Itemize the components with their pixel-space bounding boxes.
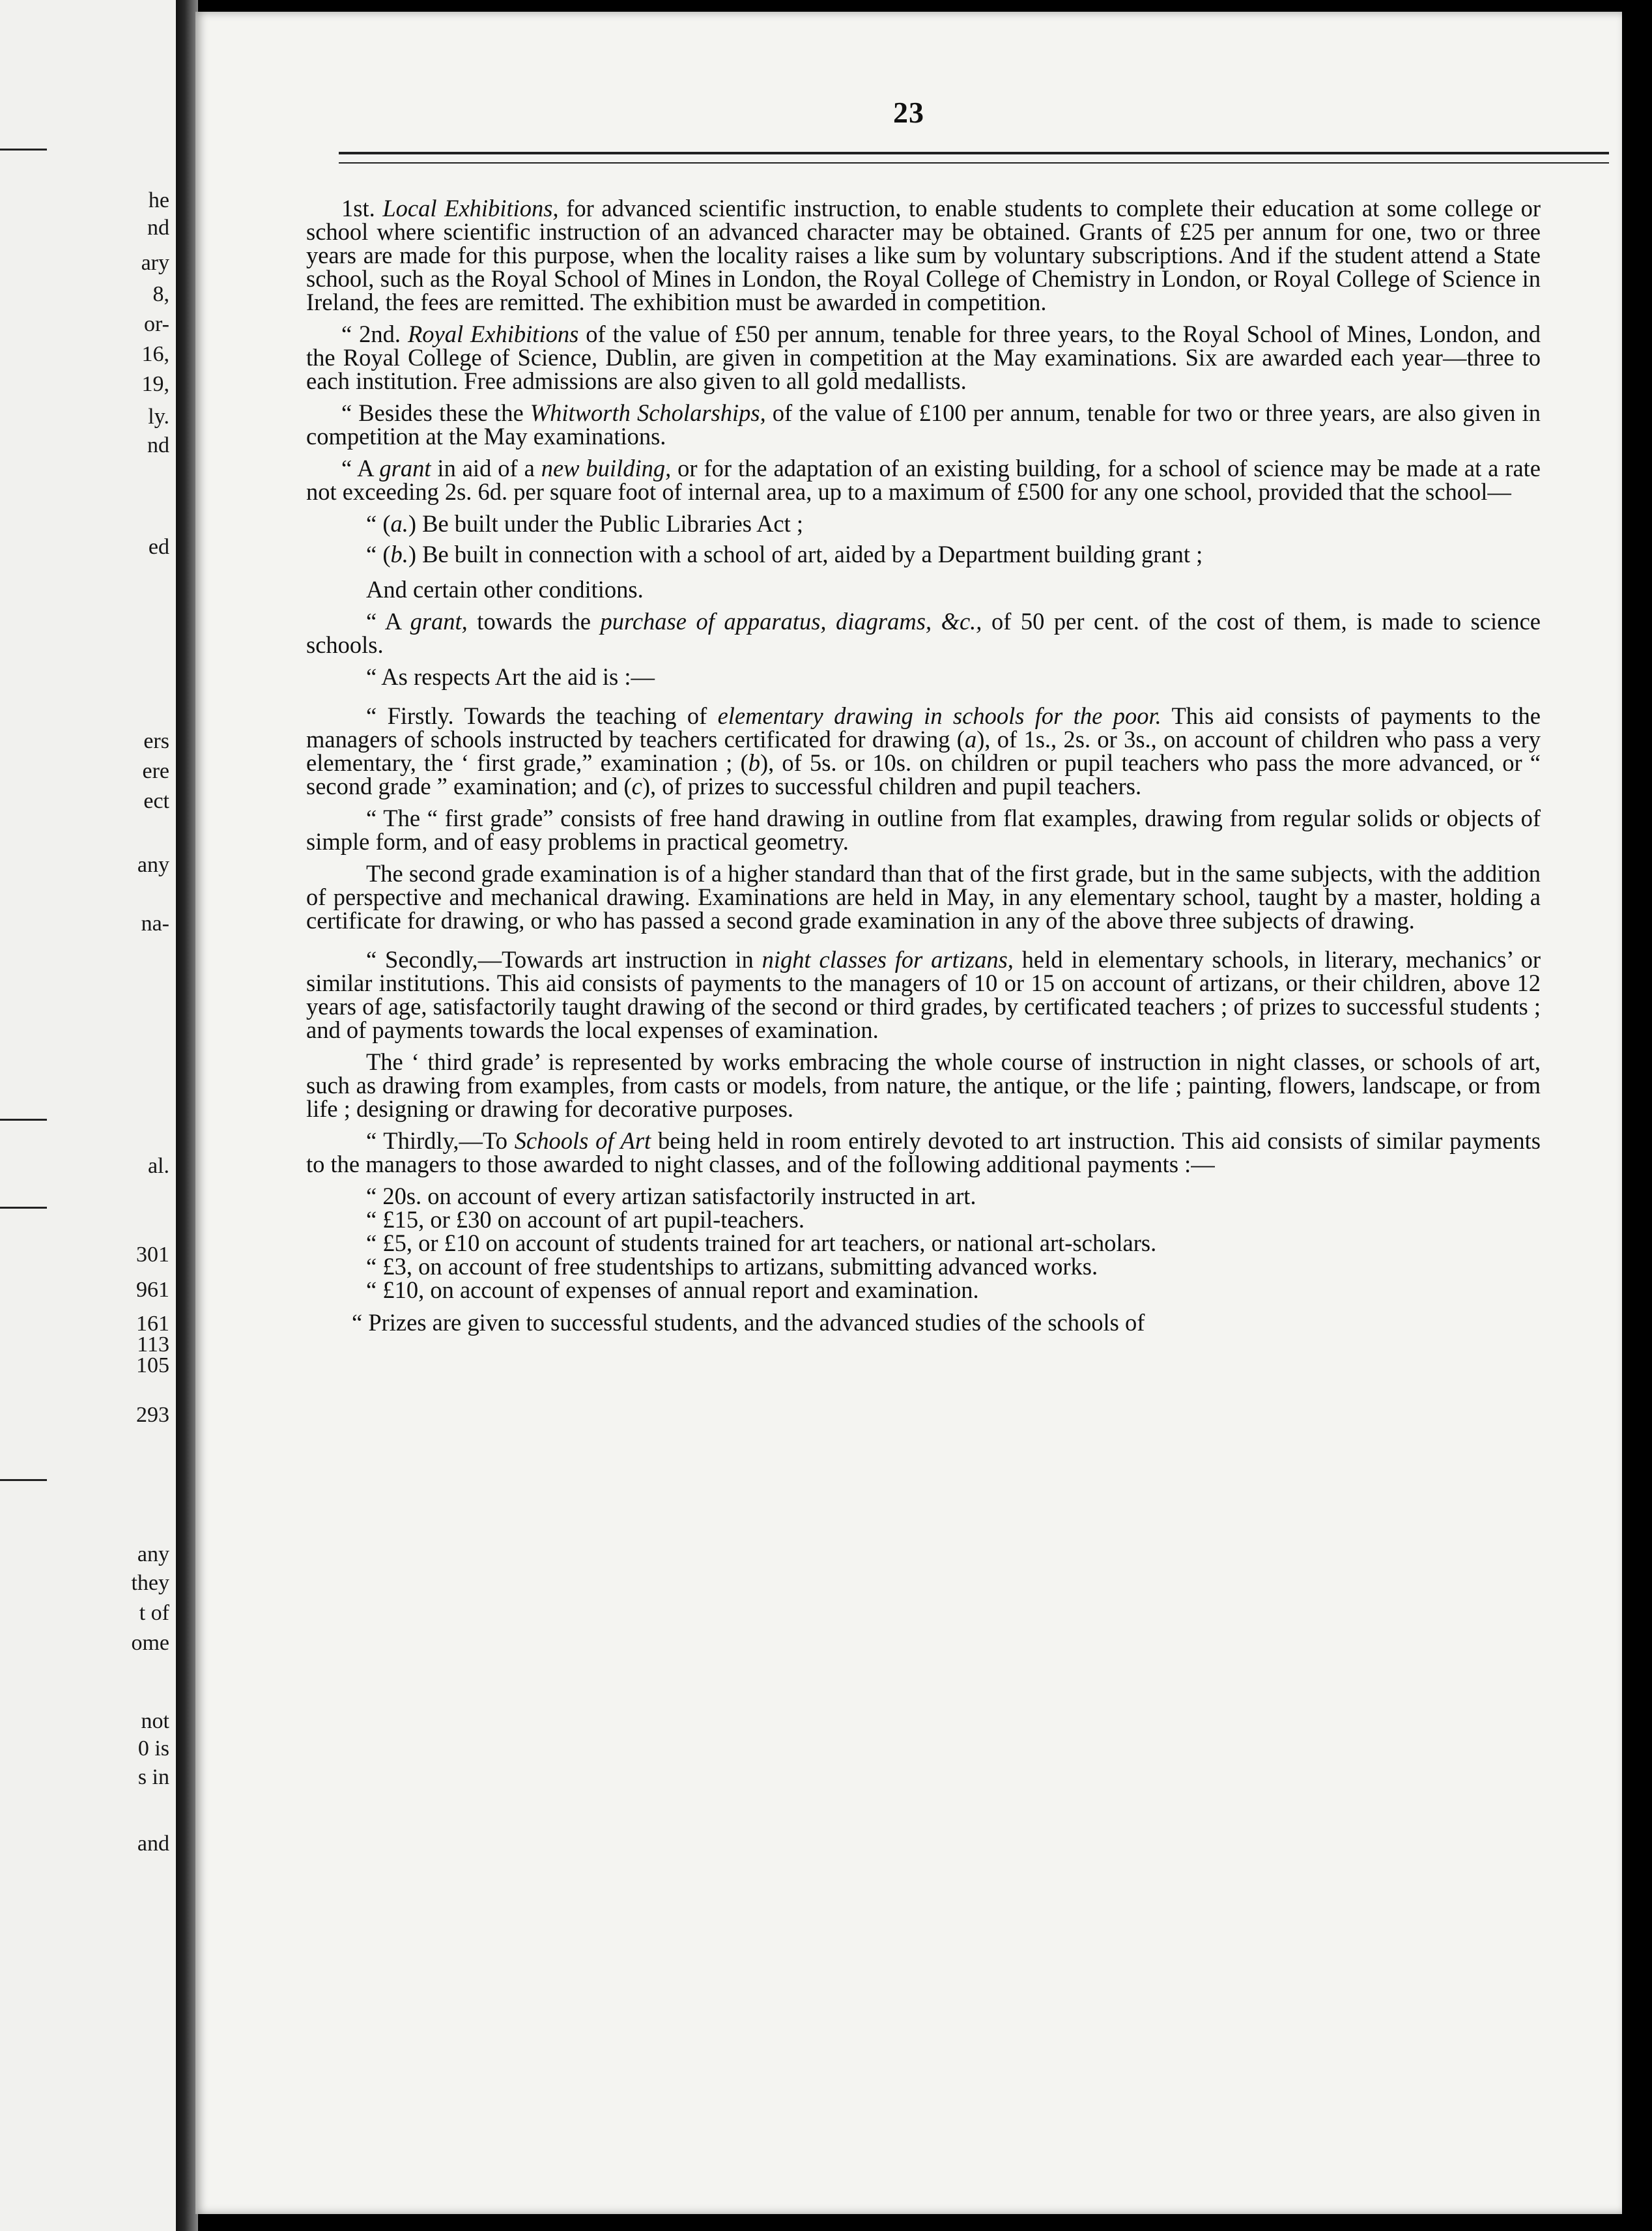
binding-gutter [176, 0, 198, 2231]
paragraph: 1st. Local Exhibitions, for advanced scientific instruction, to enable students to complete their education at some college or school where scientific instruction of an advanced character may be obtained. Grants of £25 per annum for one, two or three years are made for this purpose, when the locality raises a like sum by voluntary subscriptions. And if the student attend a State school, such as the Royal School of Mines in London, the Royal College of Chemistry in London, or Royal College of Science in Ireland, the fees are remitted. The exhibition must be awarded in competition. [306, 195, 1541, 315]
paragraph: “ Besides these the Whitworth Scholarships, of the value of £100 per annum, tenable for two or three years, are also given in competition at the May examinations. [306, 399, 1541, 450]
facing-fragment: ome [131, 1631, 169, 1655]
facing-fragment: any [137, 1542, 169, 1566]
facing-fragment: 301 [136, 1243, 169, 1267]
facing-fragment: 8, [152, 282, 169, 306]
facing-fragment: and [137, 1832, 169, 1856]
facing-rule [0, 149, 47, 151]
paragraph: “ Secondly,—Towards art instruction in night classes for artizans, held in elementary schools, in literary, mechanics’ or similar institutions. This aid consists of payments to the managers of 10 or 15 on account of artizans, or their children, above 12 years of age, satisfactorily taught drawing of the second or third grades, by certificated teachers ; of prizes to successful students ; and of payments towards the local expenses of examination. [306, 946, 1541, 1043]
paragraph: “ (a.) Be built under the Public Libraries Act ; [366, 510, 804, 537]
facing-fragment: 19, [141, 372, 169, 396]
facing-fragment: nd [147, 433, 169, 457]
header-rule [339, 152, 1609, 164]
list-item: “ £5, or £10 on account of students trained for art teachers, or national art-scholars. [366, 1230, 1157, 1256]
list-item: “ 20s. on account of every artizan satisfactorily instructed in art. [366, 1183, 976, 1209]
paragraph: The second grade examination is of a higher standard than that of the first grade, but in the same subjects, with the addition of perspective and mechanical drawing. Examinations are held in May, in any elementary school, taught by a master, holding a certificate for drawing, or who has passed a second grade examination in any of the above three subjects of drawing. [306, 860, 1541, 934]
facing-fragment: any [137, 853, 169, 877]
facing-fragment: ect [143, 789, 169, 813]
list-item: “ £3, on account of free studentships to artizans, submitting advanced works. [366, 1253, 1098, 1280]
facing-fragment: 113 [137, 1332, 169, 1357]
paragraph: “ Thirdly,—To Schools of Art being held in room entirely devoted to art instruction. This aid consists of similar payments to the managers to those awarded to night classes, and of the following additional payments :— [306, 1127, 1541, 1177]
facing-fragment: 105 [136, 1353, 169, 1377]
facing-fragment: ere [142, 759, 169, 783]
facing-fragment: 961 [136, 1278, 169, 1302]
paragraph: “ The “ first grade” consists of free hand drawing in outline from flat examples, drawing from regular solids or objects of simple form, and of easy problems in practical geometry. [306, 805, 1541, 855]
paragraph: “ A grant, towards the purchase of apparatus, diagrams, &c., of 50 per cent. of the cost of them, is made to science schools. [306, 608, 1541, 658]
page-number: 23 [893, 96, 924, 129]
facing-fragment: nd [147, 216, 169, 240]
facing-rule [0, 1479, 47, 1481]
paragraph: “ Firstly. Towards the teaching of elementary drawing in schools for the poor. This aid consists of payments to the managers of schools instructed by teachers certificated for drawing (a), of 1s., 2s. or 3s., on account of children who pass a very elementary, the ‘ first grade,” examination ; (b), of 5s. or 10s. on children or pupil teachers who pass the more advanced, or “ second grade ” examination; and (c), of prizes to successful children and pupil teachers. [306, 702, 1541, 799]
facing-fragment: he [148, 188, 169, 212]
facing-fragment: 16, [141, 342, 169, 366]
facing-fragment: s in [137, 1765, 169, 1789]
book-page [195, 12, 1622, 2214]
facing-fragment: ly. [148, 405, 169, 429]
facing-fragment: or- [144, 312, 169, 336]
facing-fragment: na- [141, 912, 169, 936]
paragraph: And certain other conditions. [366, 576, 644, 603]
list-item: “ £10, on account of expenses of annual report and examination. [366, 1276, 979, 1303]
paragraph: “ As respects Art the aid is :— [366, 663, 655, 690]
facing-fragment: they [131, 1571, 169, 1595]
facing-fragment: al. [147, 1154, 169, 1178]
facing-rule [0, 1207, 47, 1209]
paragraph: “ A grant in aid of a new building, or for the adaptation of an existing building, for a school of science may be made at a rate not exceeding 2s. 6d. per square foot of internal area, up to a maximum of £500 for any one school, provided that the school— [306, 455, 1541, 505]
facing-fragment: 293 [136, 1403, 169, 1427]
facing-fragment: not [141, 1709, 169, 1733]
body-text [306, 197, 1541, 1343]
facing-fragment: t of [139, 1601, 169, 1625]
facing-fragment: 0 is [137, 1736, 169, 1761]
list-item: “ £15, or £30 on account of art pupil-teachers. [366, 1206, 805, 1233]
facing-fragment: 161 [136, 1312, 169, 1336]
paragraph: “ (b.) Be built in connection with a school of art, aided by a Department building grant ; [366, 541, 1203, 568]
facing-rule [0, 1119, 47, 1121]
paragraph: “ 2nd. Royal Exhibitions of the value of £50 per annum, tenable for three years, to the Royal School of Mines, London, and the Royal College of Science, Dublin, are given in competition at the May examinations. Six are awarded each year—three to each institution. Free admissions are also given to all gold medallists. [306, 321, 1541, 394]
facing-fragment: ed [148, 535, 169, 559]
facing-fragment: ary [141, 251, 169, 275]
payment-list [306, 1185, 1541, 1302]
paragraph: The ‘ third grade’ is represented by works embracing the whole course of instruction in night classes, or schools of art, such as drawing from examples, from casts or models, from nature, the antique, or the life ; painting, flowers, landscape, or from life ; designing or drawing for decorative purposes. [306, 1048, 1541, 1122]
facing-page [0, 0, 184, 2231]
facing-fragment: ers [143, 729, 169, 753]
paragraph: “ Prizes are given to successful students, and the advanced studies of the schools of [352, 1309, 1145, 1336]
